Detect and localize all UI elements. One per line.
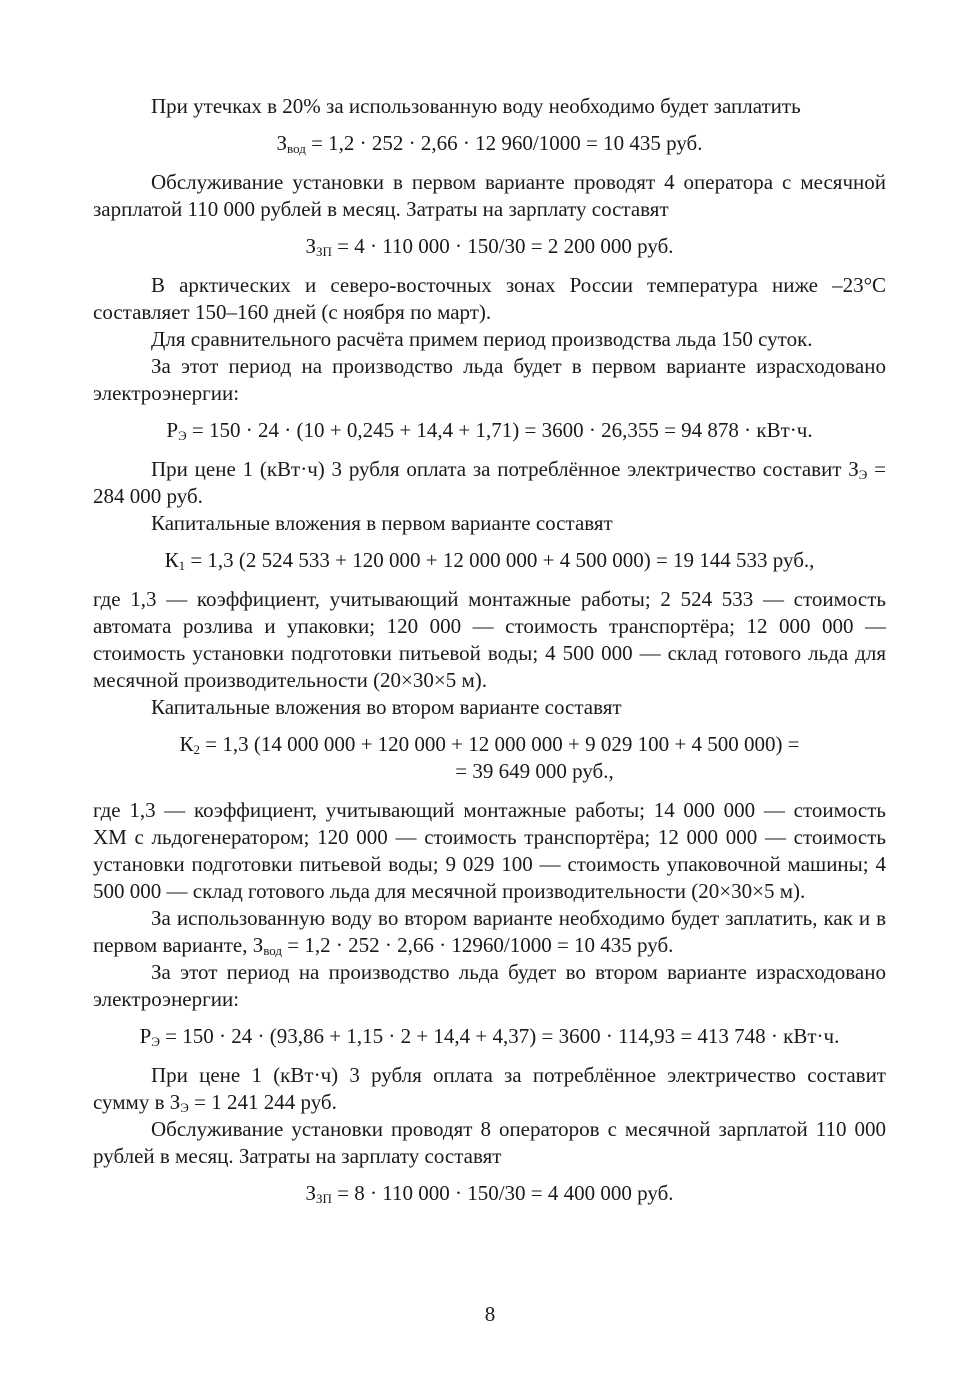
formula-symbol: Р <box>139 1024 152 1048</box>
paragraph-energy-2: За этот период на производство льда будет во втором варианте израсходовано электроэнергии: <box>93 960 886 1011</box>
formula-expression: = 4 · 110 000 · 150/30 = 2 200 000 руб. <box>331 234 674 258</box>
formula-symbol: З <box>276 131 288 155</box>
formula-symbol: Р <box>166 418 179 442</box>
paragraph-operators-2: Обслуживание установки проводят 8 операторов с месячной зарплатой 110 000 рублей в месяц. Затраты на зарплату составят <box>93 1117 886 1168</box>
formula-subscript: Э <box>178 428 187 443</box>
formula-subscript: 1 <box>178 558 186 573</box>
paragraph-capital-2-legend: где 1,3 — коэффициент, учитывающий монтажные работы; 14 000 000 — стоимость ХМ с льдогенератором; 120 000 — стоимость транспортёра; 12 000 000 — стоимость установки подготовки питьевой воды; 9 029 100 — стоимость упаковочной машины; 4 500 000 — склад готового льда для месячной производительности (20×30×5 м). <box>93 798 886 903</box>
formula-expression: = 1,3 (14 000 000 + 120 000 + 12 000 000 + 9 029 100 + 4 500 000) = <box>199 732 800 756</box>
text-run: = 1 241 244 руб. <box>188 1090 337 1114</box>
text-run: = 284 000 руб. <box>93 457 886 508</box>
paragraph-water-leaks: При утечках в 20% за использованную воду необходимо будет заплатить <box>151 94 801 118</box>
formula-symbol: З <box>305 1181 316 1205</box>
formula-symbol: К <box>179 732 194 756</box>
formula-expression: = 8 · 110 000 · 150/30 = 4 400 000 руб. <box>331 1181 674 1205</box>
paragraph-capital-1-intro: Капитальные вложения в первом варианте составят <box>151 511 613 535</box>
paragraph-operators-1: Обслуживание установки в первом варианте проводят 4 оператора с месячной зарплатой 110 000 рублей в месяц. Затраты на зарплату составят <box>93 170 886 221</box>
formula-subscript: ЗП <box>316 1191 332 1206</box>
page-body <box>93 93 886 1219</box>
text-run: = 1,2 · 252 · 2,66 · 12960/1000 = 10 435 руб. <box>282 933 674 957</box>
text-run: При цене 1 (кВт·ч) 3 рубля оплата за потреблённое электричество составит сумму в З <box>93 1063 886 1114</box>
formula-water-cost-1 <box>93 130 886 157</box>
paragraph-electricity-cost-2 <box>93 1062 886 1116</box>
formula-energy-2 <box>93 1023 886 1050</box>
formula-expression: = 1,2 · 252 · 2,66 · 12 960/1000 = 10 435 руб. <box>305 131 703 155</box>
text-run: За использованную воду во втором варианте необходимо будет заплатить, как и в первом варианте, З <box>93 906 886 957</box>
formula-subscript: Э <box>151 1034 160 1049</box>
text-subscript: Э <box>858 467 868 482</box>
paragraph-arctic-zones: В арктических и северо-восточных зонах России температура ниже –23°С составляет 150–160 дней (с ноября по март). <box>93 273 886 324</box>
formula-subscript: вод <box>287 141 306 156</box>
formula-result: = 39 649 000 руб., <box>455 759 614 783</box>
formula-salary-1 <box>93 233 886 260</box>
formula-capital-1 <box>93 547 886 574</box>
paragraph-electricity-cost-1 <box>93 456 886 510</box>
formula-expression: = 1,3 (2 524 533 + 120 000 + 12 000 000 + 4 500 000) = 19 144 533 руб., <box>185 548 815 572</box>
paragraph-capital-1-legend: где 1,3 — коэффициент, учитывающий монтажные работы; 2 524 533 — стоимость автомата розлива и упаковки; 120 000 — стоимость транспортёра; 12 000 000 — стоимость установки подготовки питьевой воды; 4 500 000 — склад готового льда для месячной производительности (20×30×5 м). <box>93 587 886 692</box>
formula-subscript: 2 <box>193 742 200 757</box>
text-run: При цене 1 (кВт·ч) 3 рубля оплата за потреблённое электричество составит З <box>151 457 859 481</box>
paragraph-capital-2-intro: Капитальные вложения во втором варианте составят <box>151 695 622 719</box>
page-number: 8 <box>484 1302 496 1326</box>
formula-salary-2 <box>93 1180 886 1207</box>
paragraph-water-cost-2 <box>93 905 886 959</box>
formula-expression: = 150 · 24 · (10 + 0,245 + 14,4 + 1,71) = 3600 · 26,355 = 94 878 · кВт·ч. <box>186 418 813 442</box>
formula-symbol: З <box>305 234 316 258</box>
text-subscript: вод <box>263 943 283 958</box>
formula-symbol: К <box>164 548 179 572</box>
formula-capital-2 <box>93 731 886 785</box>
formula-expression: = 150 · 24 · (93,86 + 1,15 · 2 + 14,4 + 4,37) = 3600 · 114,93 = 413 748 · кВт·ч. <box>159 1024 840 1048</box>
text-subscript: Э <box>180 1100 189 1115</box>
paragraph-period: Для сравнительного расчёта примем период производства льда 150 суток. <box>151 327 813 351</box>
formula-energy-1 <box>93 417 886 444</box>
formula-subscript: ЗП <box>316 244 332 259</box>
paragraph-energy-1: За этот период на производство льда будет в первом варианте израсходовано электроэнергии: <box>93 354 886 405</box>
